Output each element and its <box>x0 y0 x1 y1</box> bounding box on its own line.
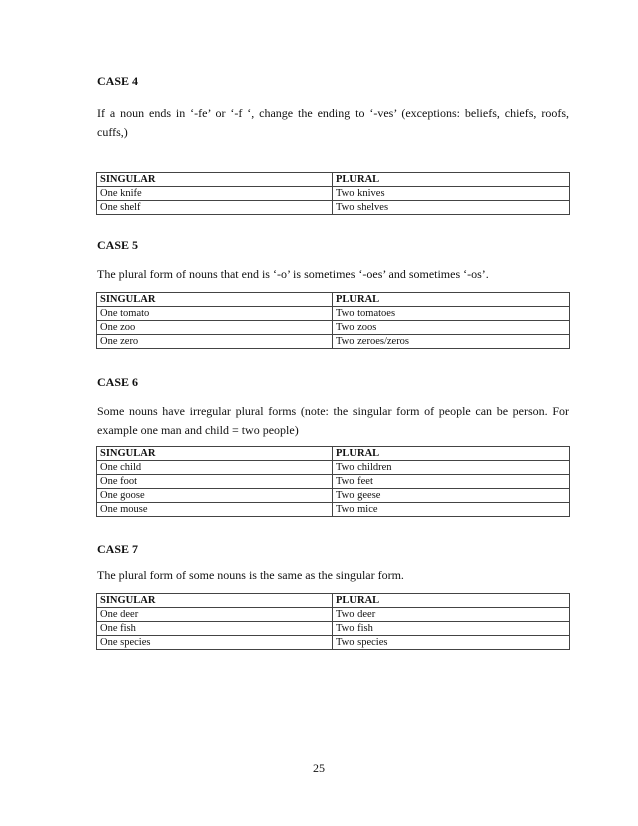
case-6-section <box>97 375 569 389</box>
plural-cell: Two zeroes/zeros <box>333 335 570 349</box>
case-6-description-block <box>97 402 569 440</box>
plural-cell: Two deer <box>333 608 570 622</box>
plural-cell: Two geese <box>333 489 570 503</box>
header-singular: SINGULAR <box>97 594 333 608</box>
plural-cell: Two feet <box>333 475 570 489</box>
header-singular: SINGULAR <box>97 293 333 307</box>
singular-cell: One knife <box>97 187 333 201</box>
case-5-table <box>96 292 570 349</box>
table-row <box>97 187 570 201</box>
plural-cell: Two shelves <box>333 201 570 215</box>
case-5-description-block <box>97 265 569 284</box>
header-singular: SINGULAR <box>97 173 333 187</box>
case-7-heading: CASE 7 <box>97 542 139 556</box>
singular-cell: One zero <box>97 335 333 349</box>
case-4-table <box>96 172 570 215</box>
singular-cell: One species <box>97 636 333 650</box>
table-header-row <box>97 594 570 608</box>
plural-cell: Two knives <box>333 187 570 201</box>
singular-cell: One goose <box>97 489 333 503</box>
table-row <box>97 489 570 503</box>
table-header-row <box>97 293 570 307</box>
singular-cell: One zoo <box>97 321 333 335</box>
singular-cell: One deer <box>97 608 333 622</box>
plural-cell: Two zoos <box>333 321 570 335</box>
singular-cell: One foot <box>97 475 333 489</box>
table-row <box>97 201 570 215</box>
header-singular: SINGULAR <box>97 447 333 461</box>
table-row <box>97 636 570 650</box>
case-7-section <box>97 542 569 556</box>
case-4-section <box>97 74 569 88</box>
singular-cell: One shelf <box>97 201 333 215</box>
case-7-description: The plural form of some nouns is the same as the singular form. <box>97 568 404 582</box>
plural-cell: Two species <box>333 636 570 650</box>
table-header-row <box>97 173 570 187</box>
header-plural: PLURAL <box>333 173 570 187</box>
singular-cell: One tomato <box>97 307 333 321</box>
plural-cell: Two tomatoes <box>333 307 570 321</box>
plural-cell: Two mice <box>333 503 570 517</box>
case-6-description: Some nouns have irregular plural forms (note: the singular form of people can be person. For example one man and child = two people) <box>97 404 569 437</box>
case-5-description: The plural form of nouns that end is ‘-o’ is sometimes ‘-oes’ and sometimes ‘-os’. <box>97 267 489 281</box>
singular-cell: One fish <box>97 622 333 636</box>
header-plural: PLURAL <box>333 293 570 307</box>
table-row <box>97 461 570 475</box>
table-row <box>97 503 570 517</box>
case-6-table <box>96 446 570 517</box>
case-7-table <box>96 593 570 650</box>
case-6-heading: CASE 6 <box>97 375 139 389</box>
case-4-description-block <box>97 104 569 142</box>
table-row <box>97 335 570 349</box>
page-number: 25 <box>313 761 325 775</box>
case-5-heading: CASE 5 <box>97 238 139 252</box>
table-row <box>97 608 570 622</box>
case-4-description: If a noun ends in ‘-fe’ or ‘-f ‘, change the ending to ‘-ves’ (exceptions: beliefs, chiefs, roofs, cuffs,) <box>97 106 569 139</box>
plural-cell: Two fish <box>333 622 570 636</box>
table-row <box>97 321 570 335</box>
table-row <box>97 307 570 321</box>
case-5-section <box>97 238 569 252</box>
case-4-heading: CASE 4 <box>97 74 139 88</box>
table-row <box>97 622 570 636</box>
header-plural: PLURAL <box>333 594 570 608</box>
singular-cell: One mouse <box>97 503 333 517</box>
singular-cell: One child <box>97 461 333 475</box>
table-header-row <box>97 447 570 461</box>
header-plural: PLURAL <box>333 447 570 461</box>
case-7-description-block <box>97 566 569 585</box>
table-row <box>97 475 570 489</box>
plural-cell: Two children <box>333 461 570 475</box>
